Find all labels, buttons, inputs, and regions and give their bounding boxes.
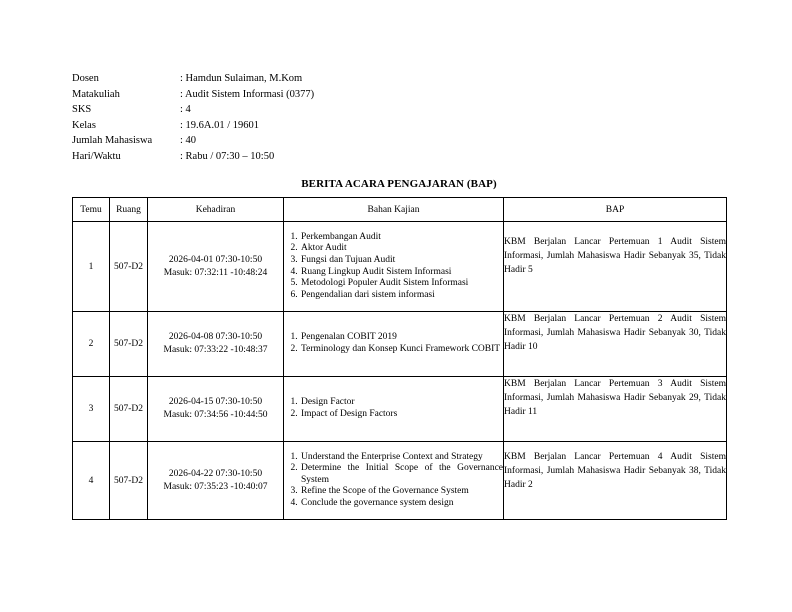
bahan-list <box>284 452 503 510</box>
bap-cell <box>504 222 727 312</box>
info-row-hari-waktu <box>72 149 314 165</box>
table-row <box>73 442 727 520</box>
info-row-sks <box>72 102 314 118</box>
info-row-kelas <box>72 118 314 134</box>
info-label: Kelas <box>72 119 96 131</box>
list-item: 1. Understand the Enterprise Context and Strategy <box>300 452 503 464</box>
temu-cell: 2 <box>73 312 110 377</box>
list-item: 1. Pengenalan COBIT 2019 <box>300 332 503 344</box>
kehadiran-cell <box>148 222 284 312</box>
list-item: 1. Design Factor <box>300 397 503 409</box>
header-ruang: Ruang <box>110 198 148 222</box>
bahan-list <box>284 232 503 302</box>
table-row <box>73 312 727 377</box>
list-item: 5. Metodologi Populer Audit Sistem Informasi <box>300 278 503 290</box>
header-kehadiran: Kehadiran <box>148 198 284 222</box>
info-label: Jumlah Mahasiswa <box>72 135 153 146</box>
table-header-row <box>73 198 727 222</box>
jadwal-text: 2026-04-15 07:30-10:50 <box>168 397 263 407</box>
table-row <box>73 377 727 442</box>
bap-cell <box>504 312 727 377</box>
jadwal-text: 2026-04-01 07:30-10:50 <box>168 254 263 265</box>
info-label: Dosen <box>72 73 99 84</box>
header-temu: Temu <box>73 198 110 222</box>
ruang-cell: 507-D2 <box>110 442 148 520</box>
kehadiran-cell <box>148 312 284 377</box>
bap-cell <box>504 442 727 520</box>
bahan-list <box>284 397 503 420</box>
info-row-dosen <box>72 71 314 87</box>
ruang-cell: 507-D2 <box>110 312 148 377</box>
list-item: 2. Impact of Design Factors <box>300 409 503 421</box>
kehadiran-cell <box>148 377 284 442</box>
bahan-kajian-cell <box>284 312 504 377</box>
kehadiran-cell <box>148 442 284 520</box>
bap-table <box>72 197 727 520</box>
bahan-kajian-cell <box>284 377 504 442</box>
bap-text: KBM Berjalan Lancar Pertemuan 1 Audit Sistem Informasi, Jumlah Mahasiswa Hadir Sebanyak 35, Tidak Hadir 5 <box>504 237 726 275</box>
jadwal-text: 2026-04-08 07:30-10:50 <box>168 332 263 342</box>
list-item: 1. Perkembangan Audit <box>300 232 503 244</box>
info-value: : Hamdun Sulaiman, M.Kom <box>180 73 303 84</box>
bap-text: KBM Berjalan Lancar Pertemuan 4 Audit Sistem Informasi, Jumlah Mahasiswa Hadir Sebanyak 38, Tidak Hadir 2 <box>504 452 726 490</box>
bahan-list <box>284 332 503 355</box>
bahan-kajian-cell <box>284 222 504 312</box>
info-label: Matakuliah <box>72 88 120 100</box>
temu-cell: 4 <box>73 442 110 520</box>
jadwal-text: 2026-04-22 07:30-10:50 <box>168 468 263 479</box>
masuk-text: Masuk: 07:32:11 -10:48:24 <box>163 267 268 278</box>
ruang-cell: 507-D2 <box>110 377 148 442</box>
list-item: 6. Pengendalian dari sistem informasi <box>300 290 503 302</box>
bap-cell <box>504 377 727 442</box>
list-item: 2. Determine the Initial Scope of the Governance System <box>300 463 503 486</box>
list-item: 3. Fungsi dan Tujuan Audit <box>300 255 503 267</box>
ruang-cell: 507-D2 <box>110 222 148 312</box>
header-bahan-kajian: Bahan Kajian <box>284 198 504 222</box>
header-bap: BAP <box>504 198 727 222</box>
masuk-text: Masuk: 07:34:56 -10:44:50 <box>163 410 268 420</box>
list-item: 2. Terminology dan Konsep Kunci Framework COBIT <box>300 344 503 356</box>
temu-cell: 1 <box>73 222 110 312</box>
list-item: 3. Refine the Scope of the Governance System <box>300 486 503 498</box>
info-value: : 19.6A.01 / 19601 <box>180 119 260 131</box>
info-value: : Audit Sistem Informasi (0377) <box>180 88 315 100</box>
info-value: : 4 <box>180 104 191 115</box>
info-row-matakuliah <box>72 87 314 103</box>
bap-text: KBM Berjalan Lancar Pertemuan 2 Audit Sistem Informasi, Jumlah Mahasiswa Hadir Sebanyak 30, Tidak Hadir 10 <box>504 314 726 352</box>
info-label: Hari/Waktu <box>72 150 121 162</box>
list-item: 4. Conclude the governance system design <box>300 498 503 510</box>
bahan-kajian-cell <box>284 442 504 520</box>
info-value: : 40 <box>180 135 197 146</box>
masuk-text: Masuk: 07:33:22 -10:48:37 <box>163 345 268 355</box>
list-item: 2. Aktor Audit <box>300 243 503 255</box>
temu-cell: 3 <box>73 377 110 442</box>
masuk-text: Masuk: 07:35:23 -10:40:07 <box>163 481 268 492</box>
info-row-jumlah-mahasiswa <box>72 133 314 149</box>
document-title: BERITA ACARA PENGAJARAN (BAP) <box>301 178 497 190</box>
course-info <box>72 71 314 164</box>
table-row <box>73 222 727 312</box>
bap-text: KBM Berjalan Lancar Pertemuan 3 Audit Sistem Informasi, Jumlah Mahasiswa Hadir Sebanyak 29, Tidak Hadir 11 <box>504 379 726 417</box>
info-label: SKS <box>72 104 92 115</box>
list-item: 4. Ruang Lingkup Audit Sistem Informasi <box>300 267 503 279</box>
info-value: : Rabu / 07:30 – 10:50 <box>180 150 275 162</box>
